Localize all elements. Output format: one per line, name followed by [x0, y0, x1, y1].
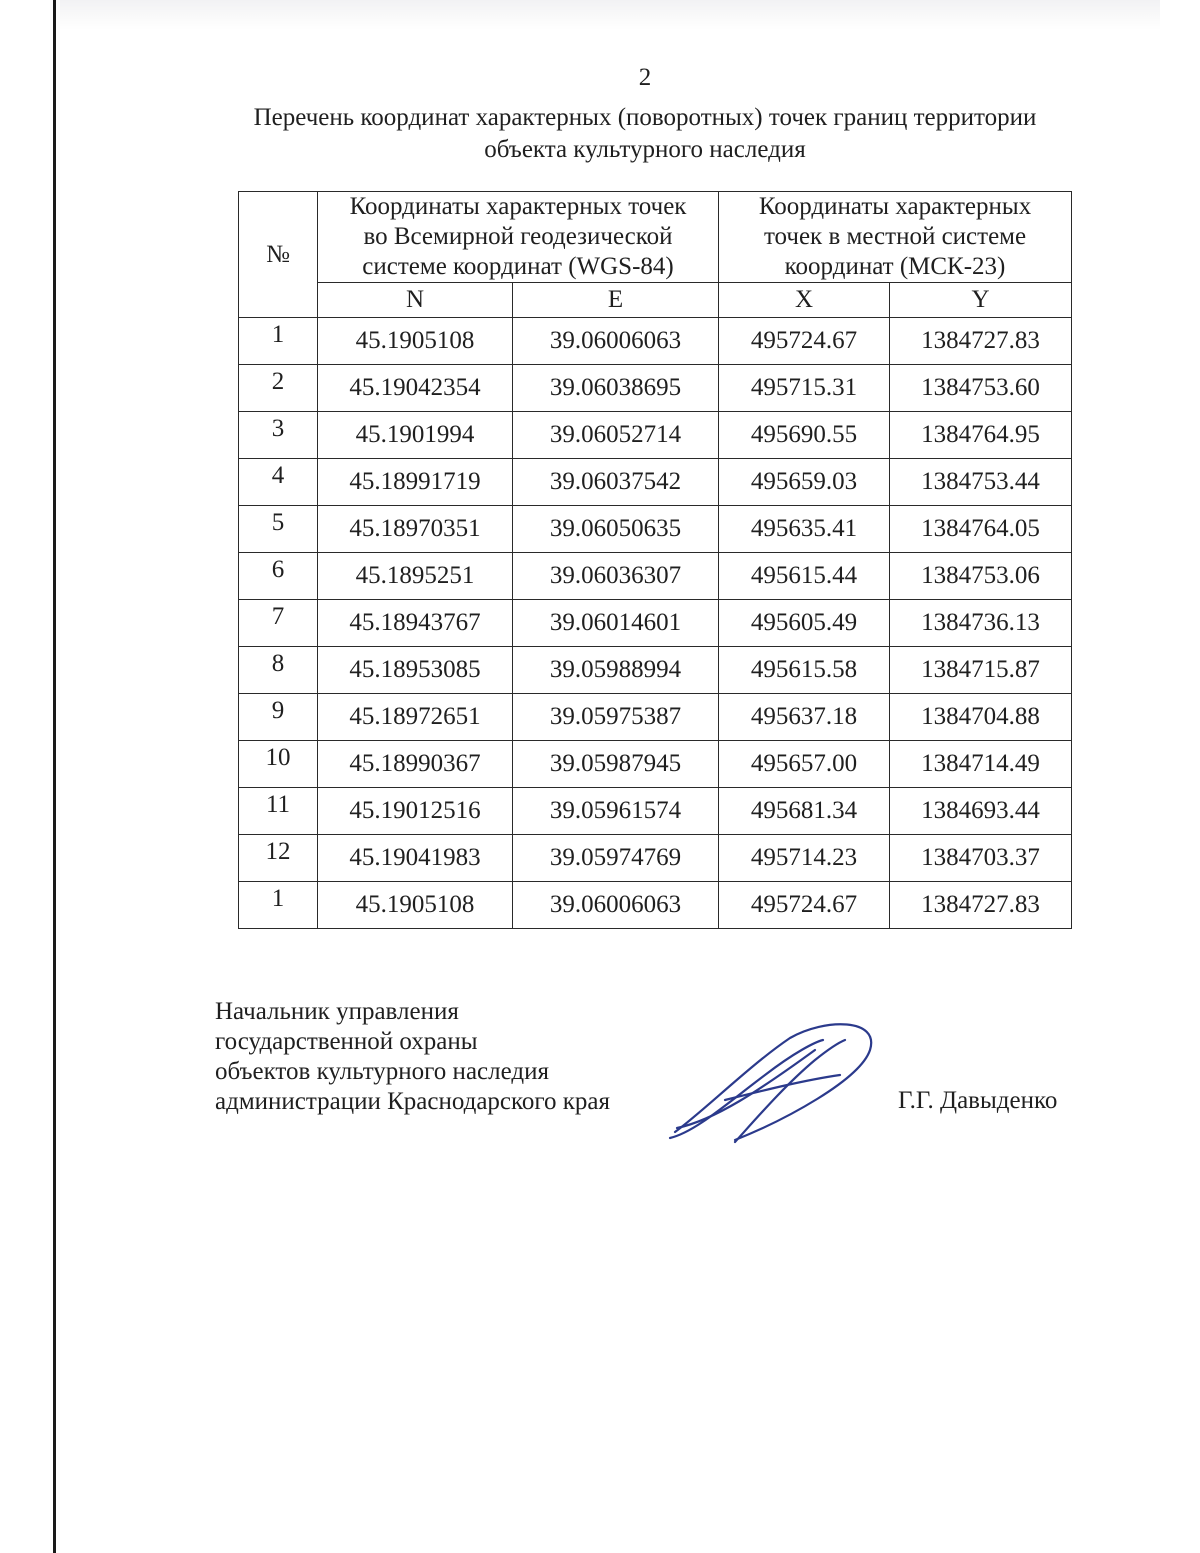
cell-e: 39.06050635: [513, 506, 719, 553]
table-row: [239, 647, 1072, 694]
cell-n: 45.18972651: [318, 694, 513, 741]
cell-e: 39.05974769: [513, 835, 719, 882]
scan-left-edge: [53, 0, 56, 1553]
cell-n: 45.19042354: [318, 365, 513, 412]
cell-e: 39.05987945: [513, 741, 719, 788]
coordinates-table: [238, 191, 1072, 929]
table-row: [239, 318, 1072, 365]
cell-n: 45.19041983: [318, 835, 513, 882]
signatory-position-line-2: государственной охраны: [215, 1028, 478, 1055]
cell-y: 1384727.83: [890, 882, 1072, 929]
table-row: [239, 835, 1072, 882]
cell-e: 39.05961574: [513, 788, 719, 835]
point-number: 8: [239, 647, 318, 694]
cell-x: 495724.67: [719, 882, 890, 929]
cell-e: 39.06052714: [513, 412, 719, 459]
header-wgs84-line-3: системе координат (WGS-84): [362, 253, 674, 280]
header-x: X: [719, 283, 890, 318]
point-number: 4: [239, 459, 318, 506]
handwritten-signature: [665, 1020, 885, 1150]
point-number: 2: [239, 365, 318, 412]
cell-x: 495659.03: [719, 459, 890, 506]
table-row: [239, 412, 1072, 459]
header-msk23: [719, 192, 1072, 283]
point-number: 1: [239, 318, 318, 365]
table-row: [239, 600, 1072, 647]
cell-y: 1384714.49: [890, 741, 1072, 788]
point-number: 9: [239, 694, 318, 741]
header-number: №: [239, 192, 318, 318]
cell-y: 1384715.87: [890, 647, 1072, 694]
cell-e: 39.05975387: [513, 694, 719, 741]
table-row: [239, 694, 1072, 741]
cell-x: 495690.55: [719, 412, 890, 459]
point-number: 12: [239, 835, 318, 882]
header-wgs84-line-1: Координаты характерных точек: [349, 193, 687, 220]
cell-n: 45.18991719: [318, 459, 513, 506]
page-number: 2: [638, 64, 652, 91]
cell-x: 495724.67: [719, 318, 890, 365]
document-title: [140, 102, 1150, 166]
table-row: [239, 882, 1072, 929]
cell-e: 39.06014601: [513, 600, 719, 647]
table-body: [239, 318, 1072, 929]
cell-e: 39.06037542: [513, 459, 719, 506]
cell-x: 495635.41: [719, 506, 890, 553]
cell-y: 1384703.37: [890, 835, 1072, 882]
cell-y: 1384753.44: [890, 459, 1072, 506]
table-row: [239, 365, 1072, 412]
cell-n: 45.1895251: [318, 553, 513, 600]
signatory-position: [215, 997, 610, 1117]
document-title-line-1: Перечень координат характерных (поворотных) точек границ территории: [253, 104, 1037, 131]
point-number: 6: [239, 553, 318, 600]
cell-n: 45.18990367: [318, 741, 513, 788]
table-row: [239, 506, 1072, 553]
cell-x: 495615.58: [719, 647, 890, 694]
signatory-position-line-4: администрации Краснодарского края: [215, 1088, 611, 1115]
header-msk23-line-1: Координаты характерных: [758, 193, 1032, 220]
cell-y: 1384764.05: [890, 506, 1072, 553]
header-msk23-line-3: координат (МСК-23): [784, 253, 1006, 280]
point-number: 1: [239, 882, 318, 929]
header-wgs84: [318, 192, 719, 283]
cell-x: 495714.23: [719, 835, 890, 882]
cell-y: 1384736.13: [890, 600, 1072, 647]
header-wgs84-line-2: во Всемирной геодезической: [363, 223, 673, 250]
point-number: 3: [239, 412, 318, 459]
cell-e: 39.05988994: [513, 647, 719, 694]
cell-n: 45.18970351: [318, 506, 513, 553]
cell-e: 39.06036307: [513, 553, 719, 600]
point-number: 10: [239, 741, 318, 788]
cell-e: 39.06006063: [513, 882, 719, 929]
table-header-row: [239, 192, 1072, 283]
cell-e: 39.06006063: [513, 318, 719, 365]
signatory-position-line-1: Начальник управления: [215, 998, 459, 1025]
cell-n: 45.19012516: [318, 788, 513, 835]
cell-n: 45.1905108: [318, 882, 513, 929]
cell-y: 1384764.95: [890, 412, 1072, 459]
cell-n: 45.1901994: [318, 412, 513, 459]
cell-y: 1384727.83: [890, 318, 1072, 365]
signer-name: Г.Г. Давыденко: [898, 1087, 1058, 1114]
cell-x: 495615.44: [719, 553, 890, 600]
cell-x: 495637.18: [719, 694, 890, 741]
table-row: [239, 459, 1072, 506]
table-row: [239, 741, 1072, 788]
point-number: 5: [239, 506, 318, 553]
cell-y: 1384704.88: [890, 694, 1072, 741]
scan-top-shadow: [60, 0, 1160, 30]
signatory-position-line-3: объектов культурного наследия: [215, 1058, 549, 1085]
table-row: [239, 788, 1072, 835]
cell-e: 39.06038695: [513, 365, 719, 412]
cell-x: 495605.49: [719, 600, 890, 647]
point-number: 7: [239, 600, 318, 647]
cell-x: 495715.31: [719, 365, 890, 412]
table-subheader-row: [239, 283, 1072, 318]
cell-y: 1384693.44: [890, 788, 1072, 835]
cell-n: 45.18953085: [318, 647, 513, 694]
header-y: Y: [890, 283, 1072, 318]
cell-y: 1384753.60: [890, 365, 1072, 412]
point-number: 11: [239, 788, 318, 835]
cell-x: 495657.00: [719, 741, 890, 788]
document-title-line-2: объекта культурного наследия: [484, 136, 806, 163]
header-n: N: [318, 283, 513, 318]
table-row: [239, 553, 1072, 600]
cell-y: 1384753.06: [890, 553, 1072, 600]
header-e: E: [513, 283, 719, 318]
cell-n: 45.1905108: [318, 318, 513, 365]
cell-n: 45.18943767: [318, 600, 513, 647]
cell-x: 495681.34: [719, 788, 890, 835]
header-msk23-line-2: точек в местной системе: [763, 223, 1027, 250]
